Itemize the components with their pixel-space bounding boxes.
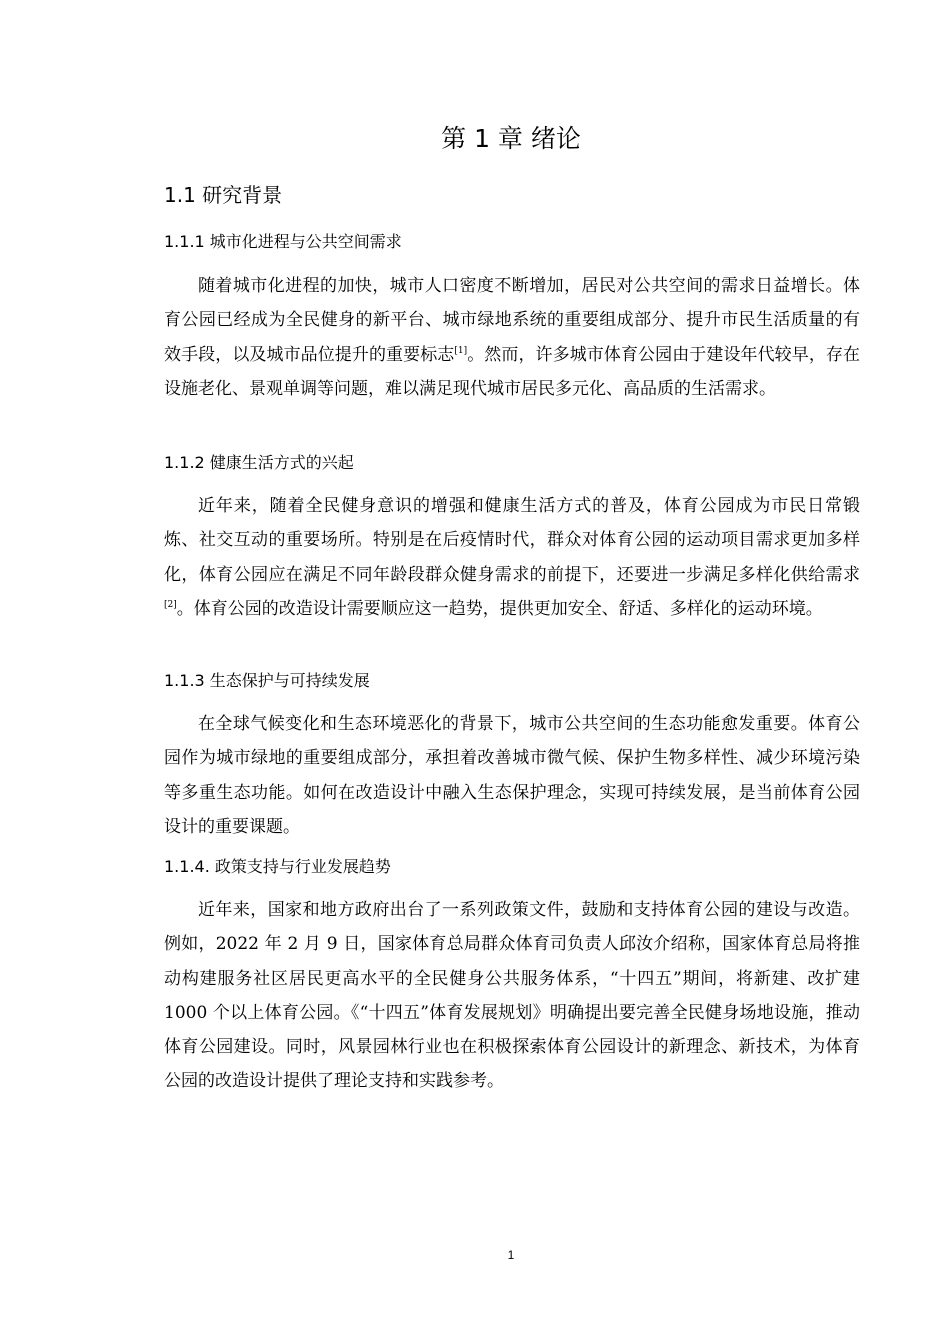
section-heading: 1.1 研究背景 xyxy=(164,183,283,207)
subsection-heading-1-1-2: 1.1.2 健康生活方式的兴起 xyxy=(164,453,354,472)
citation-ref: [1] xyxy=(454,345,468,356)
paragraph-text: 随着城市化进程的加快，城市人口密度不断增加，居民对公共空间的需求日益增长。体育公园已经成为全民健身的新平台、城市绿地系统的重要组成部分、提升市民生活质量的有效手段，以及城市品位提升的重要标志 xyxy=(164,276,860,365)
subsection-heading-1-1-4: 1.1.4. 政策支持与行业发展趋势 xyxy=(164,857,391,876)
paragraph-text: 近年来，随着全民健身意识的增强和健康生活方式的普及，体育公园成为市民日常锻炼、社交互动的重要场所。特别是在后疫情时代，群众对体育公园的运动项目需求更加多样化，体育公园应在满足不同年龄段群众健身需求的前提下，还要进一步满足多样化供给需求 xyxy=(164,496,860,585)
citation-ref: [2] xyxy=(164,599,177,610)
paragraph-ecology: 在全球气候变化和生态环境恶化的背景下，城市公共空间的生态功能愈发重要。体育公园作为城市绿地的重要组成部分，承担着改善城市微气候、保护生物多样性、减少环境污染等多重生态功能。如何在改造设计中融入生态保护理念，实现可持续发展，是当前体育公园设计的重要课题。 xyxy=(164,714,860,837)
paragraph-text: 。然而，许多城市体育公园由于建设年代较早，存在设施老化、景观单调等问题，难以满足现代城市居民多元化、高品质的生活需求。 xyxy=(164,344,861,399)
subsection-heading-1-1-3: 1.1.3 生态保护与可持续发展 xyxy=(164,671,370,690)
subsection-heading-1-1-1: 1.1.1 城市化进程与公共空间需求 xyxy=(164,232,402,251)
paragraph-healthy-lifestyle xyxy=(164,489,860,626)
page-number: 1 xyxy=(507,1248,515,1262)
chapter-title: 第 1 章 绪论 xyxy=(441,124,581,153)
paragraph-text: 。体育公园的改造设计需要顺应这一趋势，提供更加安全、舒适、多样化的运动环境。 xyxy=(176,598,823,619)
paragraph-urbanization xyxy=(164,269,860,406)
paragraph-policy: 近年来，国家和地方政府出台了一系列政策文件，鼓励和支持体育公园的建设与改造。例如，2022 年 2 月 9 日，国家体育总局群众体育司负责人邱汝介绍称，国家体育总局将推动构建服务社区居民更高水平的全民健身公共服务体系，“十四五”期间，将新建、改扩建 1000 个以上体育公园。《“十四五”体育发展规划》明确提出要完善全民健身场地设施，推动体育公园建设。同时，风景园林行业也在积极探索体育公园设计的新理念、新技术，为体育公园的改造设计提供了理论支持和实践参考。 xyxy=(164,900,860,1092)
